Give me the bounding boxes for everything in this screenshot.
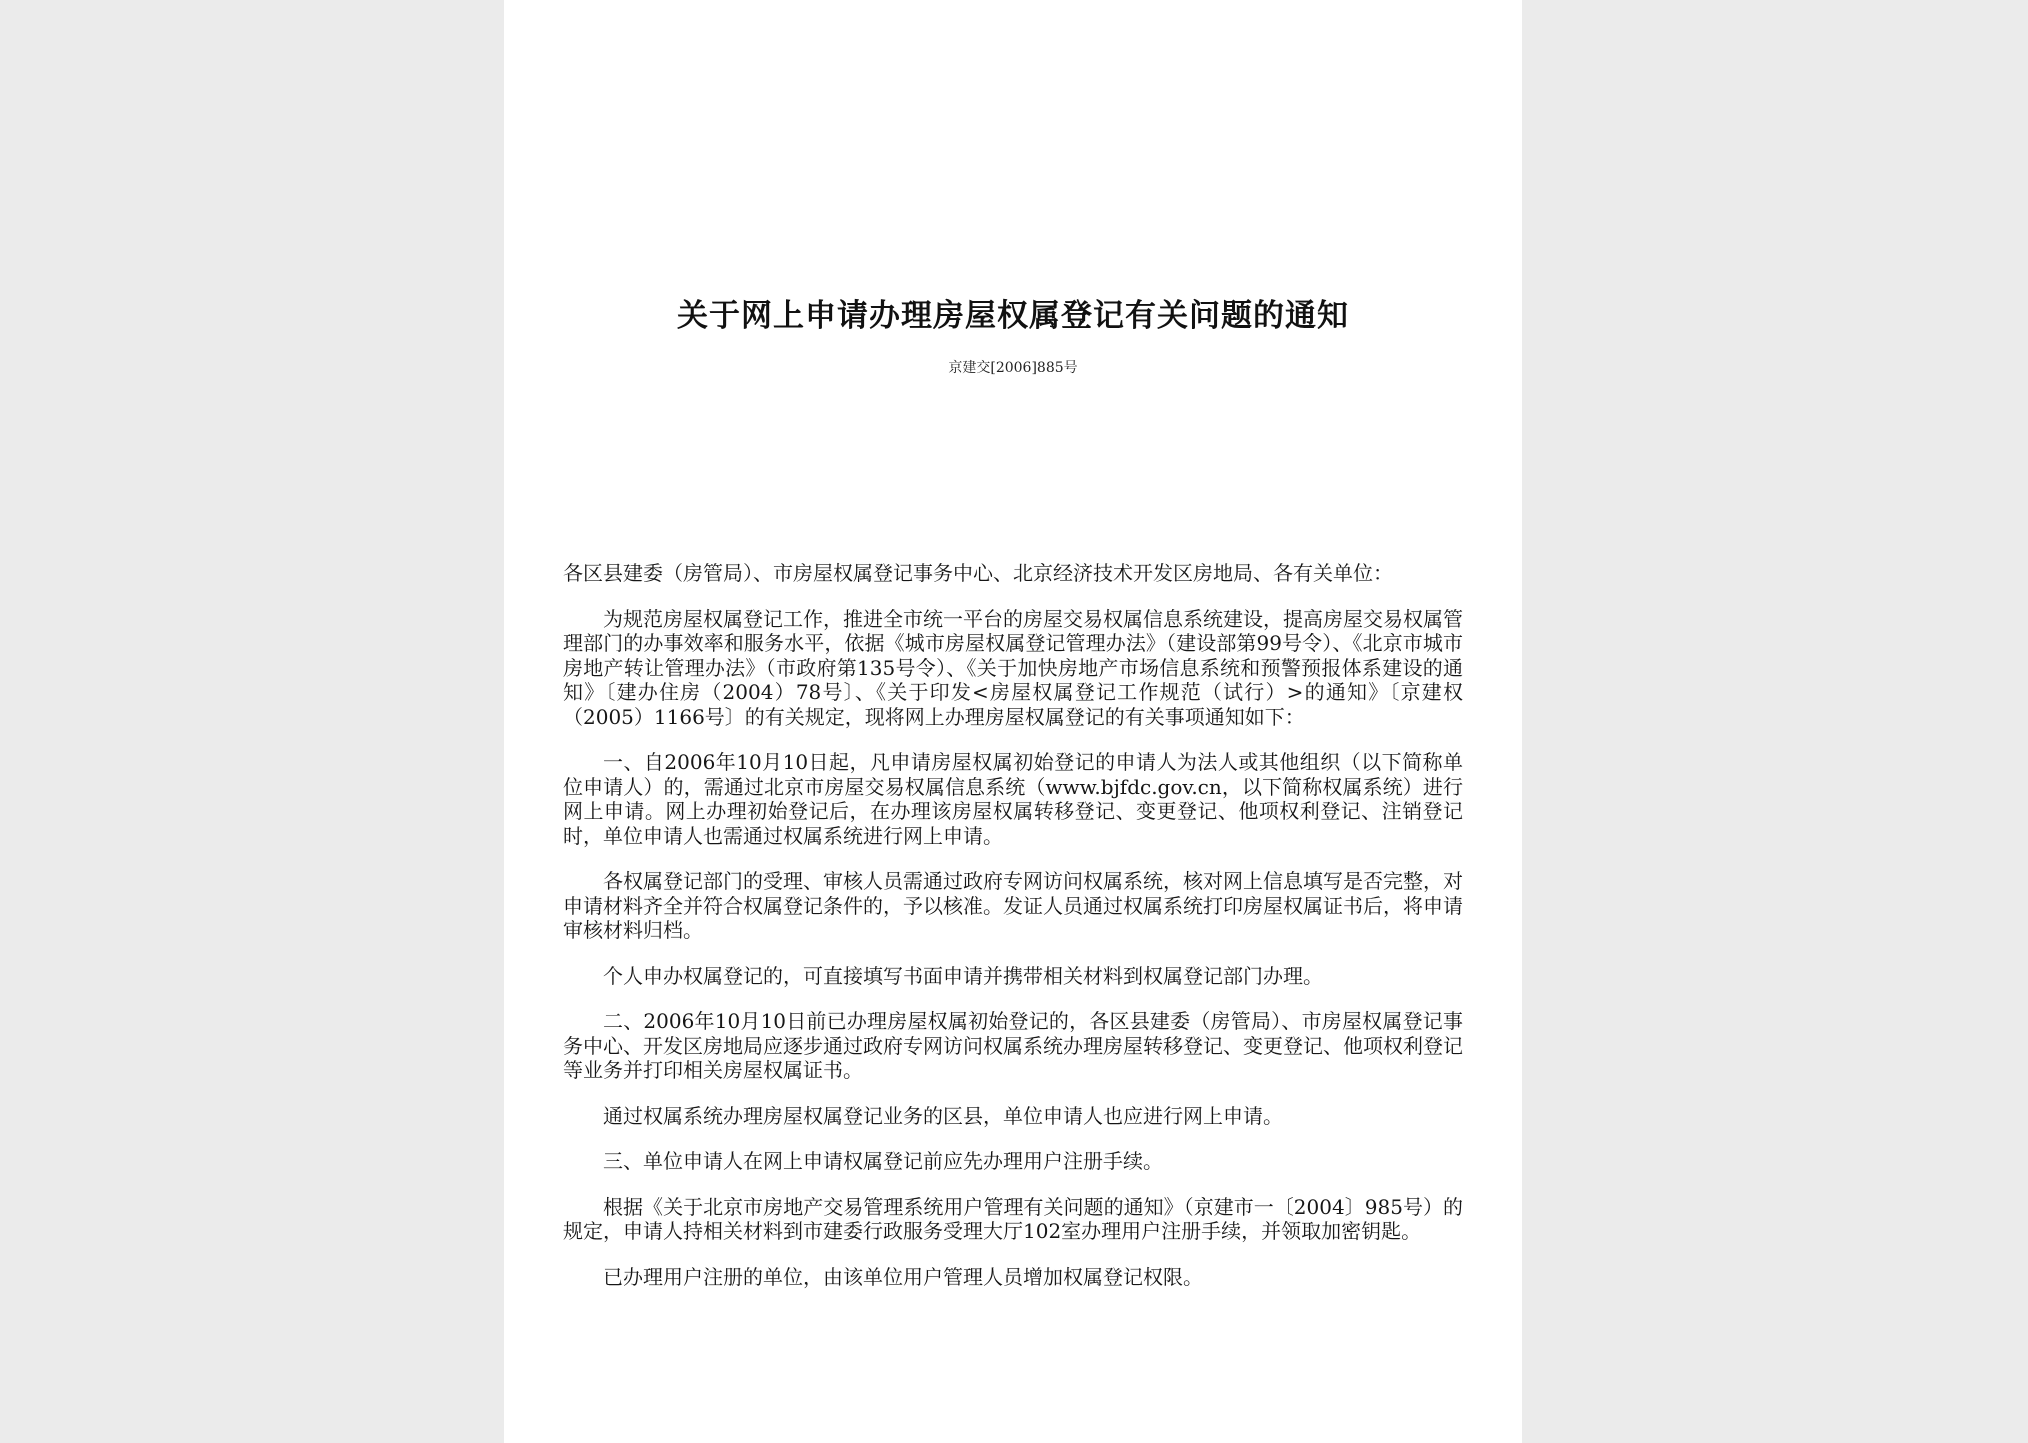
paragraph: 通过权属系统办理房屋权属登记业务的区县，单位申请人也应进行网上申请。 [603, 1103, 1283, 1128]
paragraph: 三、单位申请人在网上申请权属登记前应先办理用户注册手续。 [603, 1149, 1163, 1173]
document-body [563, 561, 1463, 1310]
paragraph: 个人申办权属登记的，可直接填写书面申请并携带相关材料到权属登记部门办理。 [603, 963, 1323, 988]
paragraph: 二、2006年10月10日前已办理房屋权属初始登记的，各区县建委（房管局）、市房屋权属登记事务中心、开发区房地局应逐步通过政府专网访问权属系统办理房屋转移登记、变更登记、他项权利登记等业务并打印相关房屋权属证书。 [563, 1009, 1463, 1082]
paragraph: 根据《关于北京市房地产交易管理系统用户管理有关问题的通知》（京建市一〔2004〕985号）的规定，申请人持相关材料到市建委行政服务受理大厅102室办理用户注册手续，并领取加密钥匙。 [563, 1194, 1463, 1243]
paragraph: 为规范房屋权属登记工作，推进全市统一平台的房屋交易权属信息系统建设，提高房屋交易权属管理部门的办事效率和服务水平，依据《城市房屋权属登记管理办法》（建设部第99号令）、《北京市城市房地产转让管理办法》（市政府第135号令）、《关于加快房地产市场信息系统和预警预报体系建设的通知》〔建办住房（2004）78号〕、《关于印发<房屋权属登记工作规范（试行）>的通知》〔京建权（2005）1166号〕的有关规定，现将网上办理房屋权属登记的有关事项通知如下： [563, 606, 1463, 729]
document-page [504, 0, 1522, 1443]
paragraph: 一、自2006年10月10日起，凡申请房屋权属初始登记的申请人为法人或其他组织（以下简称单位申请人）的，需通过北京市房屋交易权属信息系统（www.bjfdc.gov.cn，以下简称权属系统）进行网上申请。网上办理初始登记后，在办理该房屋权属转移登记、变更登记、他项权利登记、注销登记时，单位申请人也需通过权属系统进行网上申请。 [563, 750, 1463, 848]
document-title: 关于网上申请办理房屋权属登记有关问题的通知 [677, 298, 1349, 334]
paragraph: 已办理用户注册的单位，由该单位用户管理人员增加权属登记权限。 [603, 1264, 1203, 1289]
addressee: 各区县建委（房管局）、市房屋权属登记事务中心、北京经济技术开发区房地局、各有关单位： [563, 561, 1393, 585]
paragraph: 各权属登记部门的受理、审核人员需通过政府专网访问权属系统，核对网上信息填写是否完整，对申请材料齐全并符合权属登记条件的，予以核准。发证人员通过权属系统打印房屋权属证书后，将申请审核材料归档。 [563, 869, 1463, 942]
document-number: 京建交[2006]885号 [948, 360, 1078, 376]
